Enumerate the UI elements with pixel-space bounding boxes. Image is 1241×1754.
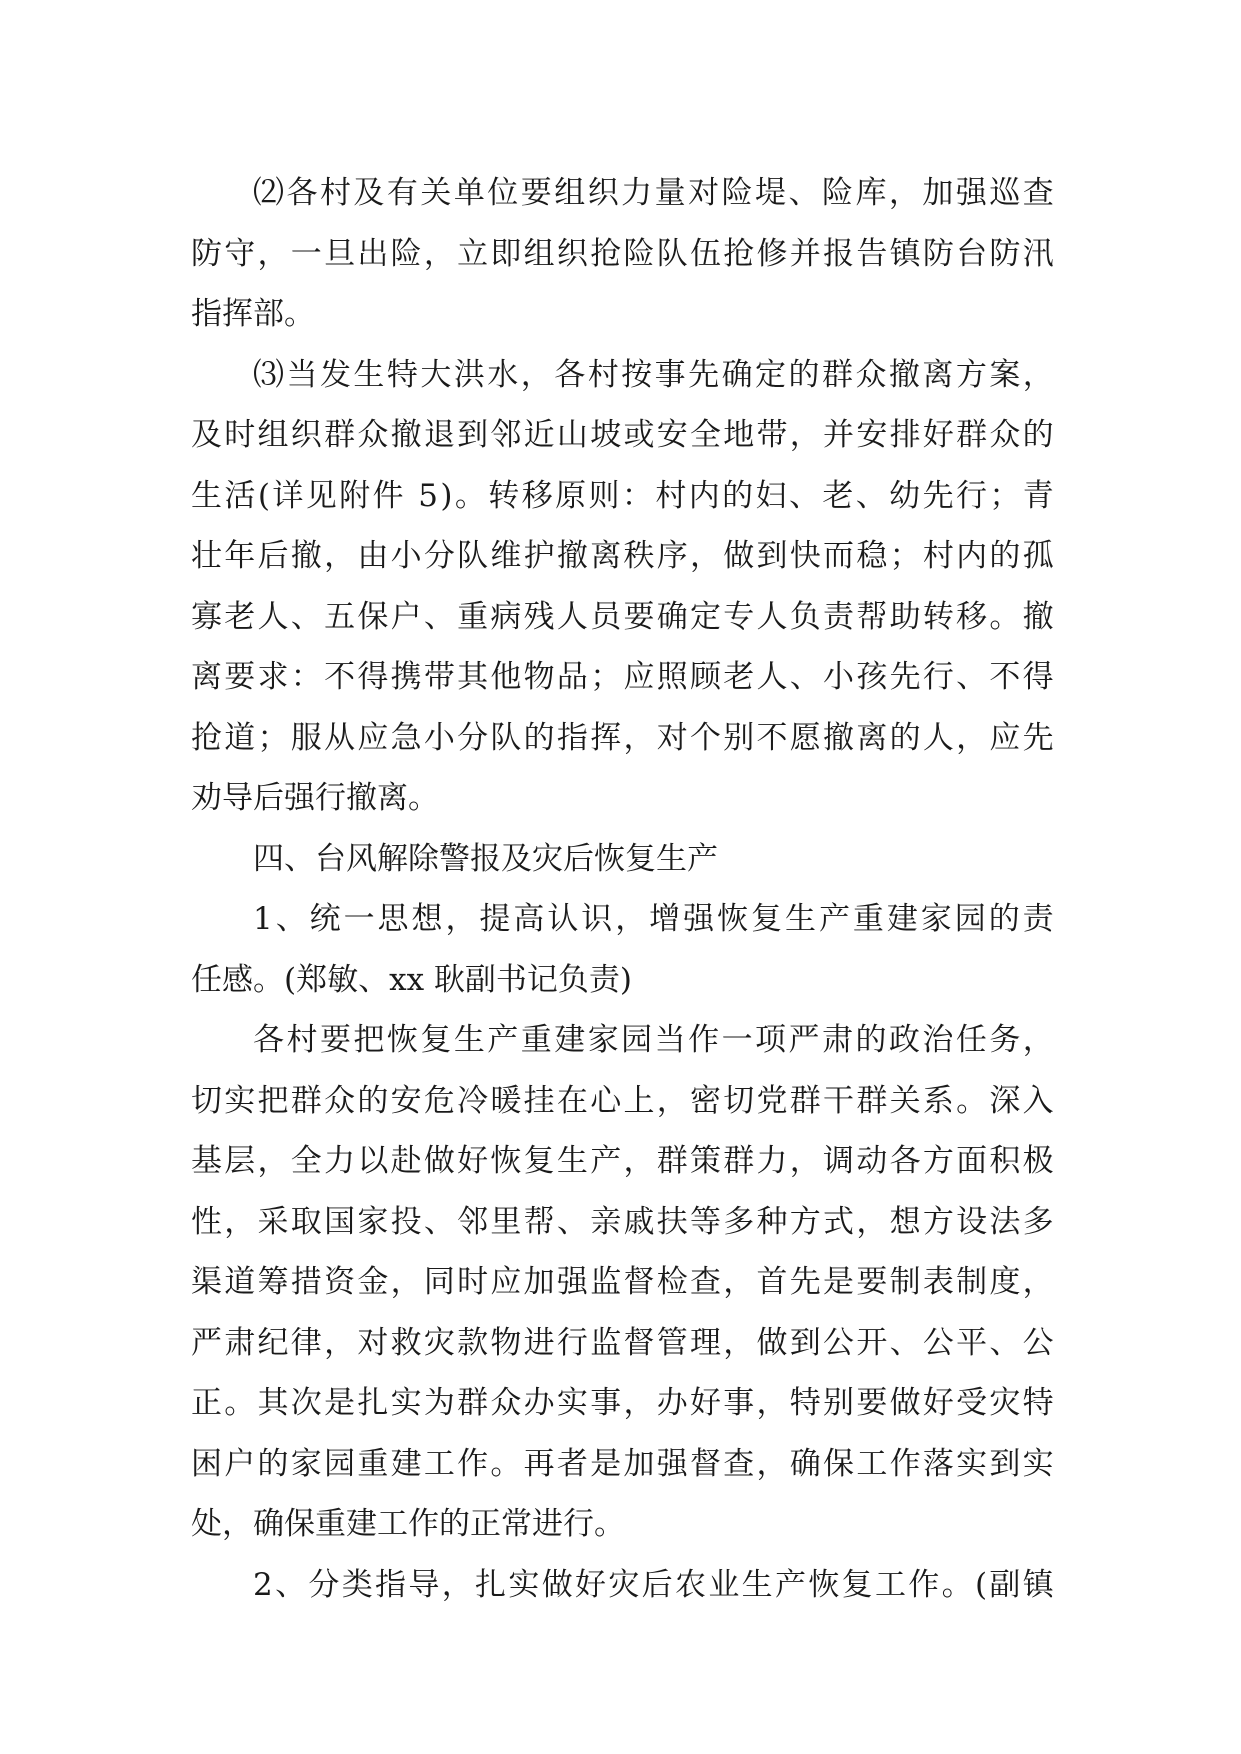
paragraph-line: 壮 年 后 撤 ， 由 小 分 队 维 护 撤 离 秩 序 ， 做 到 快 而 稳 ； 村 内 的 孤 [191,538,1054,574]
paragraph-line: 困 户 的 家 园 重 建 工 作 。 再 者 是 加 强 督 查 ， 确 保 工 作 落 实 到 实 [191,1445,1054,1482]
paragraph-line: 性 ， 采 取 国 家 投 、 邻 里 帮 、 亲 戚 扶 等 多 种 方 式 ， 想 方 设 法 多 [191,1203,1054,1240]
paragraph-line: ⑶ 当 发 生 特 大 洪 水 ， 各 村 按 事 先 确 定 的 群 众 撤 离 方 案 ， [253,356,1054,393]
paragraph-line: 及 时 组 织 群 众 撤 退 到 邻 近 山 坡 或 安 全 地 带 ， 并 安 排 好 群 众 的 [191,417,1054,453]
paragraph-line: 任感。(郑敏、xx 耿副书记负责) [191,961,633,998]
paragraph-line: 处，确保重建工作的正常进行。 [191,1506,625,1542]
paragraph-line: 指挥部。 [191,296,315,332]
paragraph-line: 切 实 把 群 众 的 安 危 冷 暖 挂 在 心 上 ， 密 切 党 群 干 群 关 系 。 深 入 [191,1082,1054,1119]
paragraph-line: 严 肃 纪 律 ， 对 救 灾 款 物 进 行 监 督 管 理 ， 做 到 公 开 、 公 平 、 公 [191,1324,1054,1361]
paragraph-line: 渠 道 筹 措 资 金 ， 同 时 应 加 强 监 督 检 查 ， 首 先 是 要 制 表 制 度 ， [191,1264,1054,1300]
document-body [191,163,1054,1615]
paragraph-line: 各 村 要 把 恢 复 生 产 重 建 家 园 当 作 一 项 严 肃 的 政 治 任 务 ， [253,1022,1054,1058]
paragraph-line: 1 、 统 一 思 想 ， 提 高 认 识 ， 增 强 恢 复 生 产 重 建 家 园 的 责 [253,901,1054,937]
paragraph-line: 抢 道 ； 服 从 应 急 小 分 队 的 指 挥 ， 对 个 别 不 愿 撤 离 的 人 ， 应 先 [191,719,1054,756]
paragraph-line: 劝导后强行撤离。 [191,780,439,816]
paragraph-line: 防 守 ， 一 旦 出 险 ， 立 即 组 织 抢 险 队 伍 抢 修 并 报 告 镇 防 台 防 汛 [191,235,1054,272]
paragraph-line: 基 层 ， 全 力 以 赴 做 好 恢 复 生 产 ， 群 策 群 力 ， 调 动 各 方 面 积 极 [191,1143,1054,1179]
paragraph-line: 2 、 分 类 指 导 ， 扎 实 做 好 灾 后 农 业 生 产 恢 复 工 作 。 ( 副 镇 [253,1566,1054,1603]
paragraph-line: 生 活 ( 详 见 附 件 5 ) 。 转 移 原 则 ： 村 内 的 妇 、 老 、 幼 先 行 ； 青 [191,477,1054,514]
paragraph-line: ⑵ 各 村 及 有 关 单 位 要 组 织 力 量 对 险 堤 、 险 库 ， 加 强 巡 查 [253,175,1054,211]
paragraph-line: 寡 老 人 、 五 保 户 、 重 病 残 人 员 要 确 定 专 人 负 责 帮 助 转 移 。 撤 [191,598,1054,635]
paragraph-line: 正 。 其 次 是 扎 实 为 群 众 办 实 事 ， 办 好 事 ， 特 别 要 做 好 受 灾 特 [191,1385,1054,1421]
section-heading: 四、台风解除警报及灾后恢复生产 [253,840,718,877]
paragraph-line: 离 要 求 ： 不 得 携 带 其 他 物 品 ； 应 照 顾 老 人 、 小 孩 先 行 、 不 得 [191,659,1054,695]
